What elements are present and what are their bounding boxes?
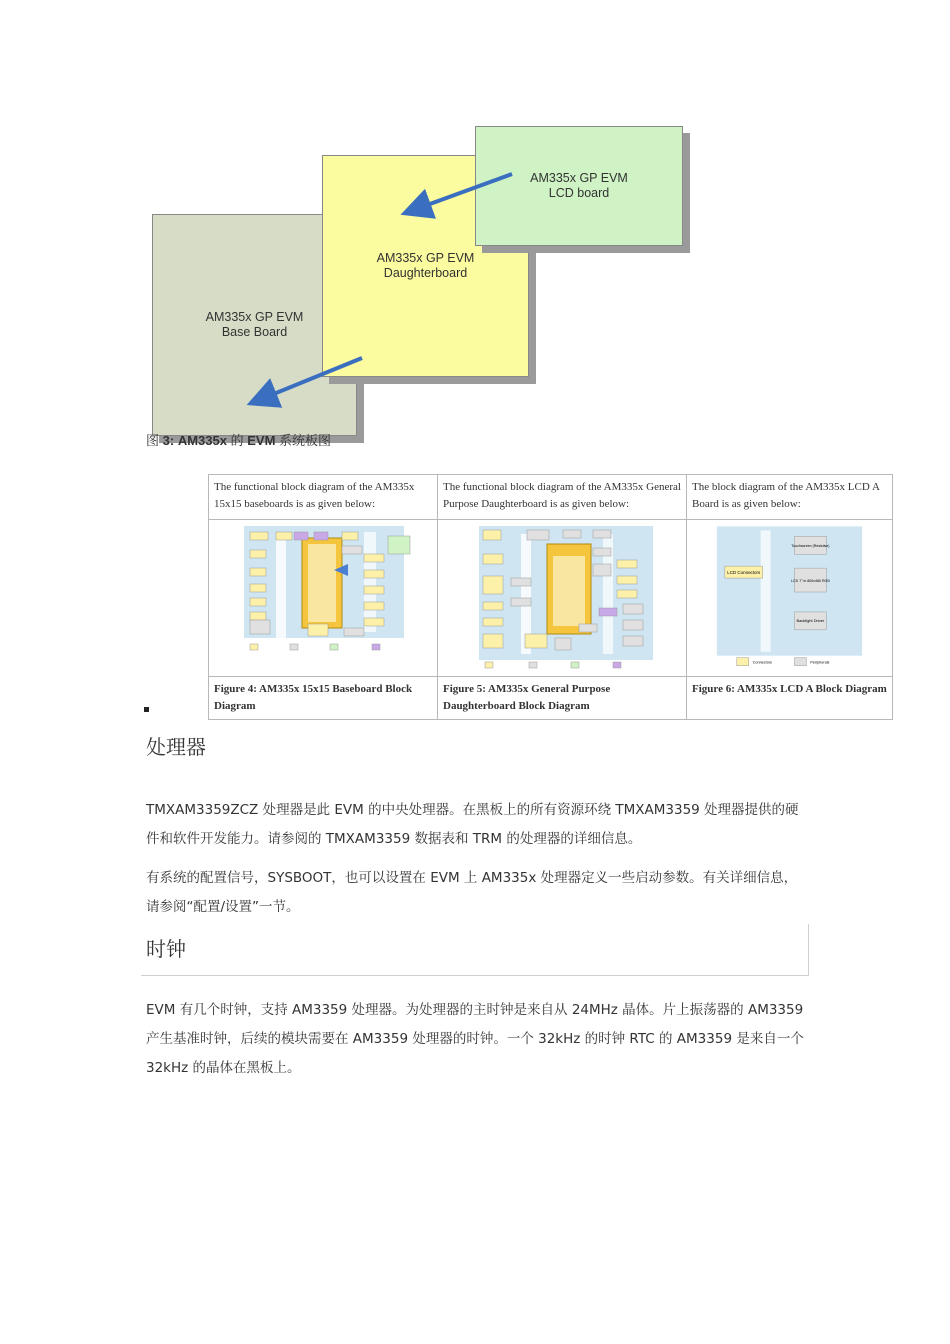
processor-paragraph-1: TMXAM3359ZCZ 处理器是此 EVM 的中央处理器。在黑板上的所有资源环绕 TMXAM3359 处理器提供的硬件和软件开发能力。请参阅的 TMXAM3359 数据表和 TRM 的处理器的详细信息。 (146, 802, 799, 847)
lcd-board-label: AM335x GP EVM LCD board (530, 171, 628, 200)
intro-daughterboard: The functional block diagram of the AM335x General Purpose Daughterboard is as given below: (438, 475, 687, 520)
bullet-marker (144, 707, 149, 712)
caption-figure-6: Figure 6: AM335x LCD A Block Diagram (687, 677, 893, 720)
caption-figure-5: Figure 5: AM335x General Purpose Daughterboard Block Diagram (438, 677, 687, 720)
lcd-board-block-diagram (691, 524, 888, 670)
baseboard-diagram-cell (209, 520, 438, 677)
lcd-connectors-label: LCD Connectors (727, 570, 761, 576)
touchscreen-label: Touchscreen (Resistive) (791, 544, 830, 549)
block-diagram-table (208, 474, 893, 720)
lcd-board-diagram-cell (687, 520, 893, 677)
processor-paragraph-2: 有系统的配置信号，SYSBOOT，也可以设置在 EVM 上 AM335x 处理器定义一些启动参数。有关详细信息，请参阅“配置/设置”一节。 (146, 870, 798, 915)
heading-clock: 时钟 (146, 937, 186, 961)
clock-paragraph-1: EVM 有几个时钟，支持 AM3359 处理器。为处理器的主时钟是来自从 24MHz 晶体。片上振荡器的 AM3359 产生基准时钟，后续的模块需要在 AM3359 处理器的时钟。一个 32kHz 的时钟 RTC 的 AM3359 是来自一个 32kHz 的晶体在黑板上。 (146, 1002, 804, 1076)
clock-heading-frame (141, 924, 809, 976)
legend-peripherals: Peripherals (810, 660, 830, 665)
daughterboard-label: AM335x GP EVM Daughterboard (376, 251, 475, 280)
intro-baseboard: The functional block diagram of the AM335x 15x15 baseboards is as given below: (209, 475, 438, 520)
baseboard-block-diagram (213, 524, 433, 670)
lcd-panel-label: LCD 7" in 800x480 RGB (791, 579, 830, 584)
daughterboard-diagram-cell (438, 520, 687, 677)
backlight-driver-label: Backlight Driver (796, 617, 825, 623)
heading-processor: 处理器 (146, 735, 206, 759)
figure-3-caption: 图 3: AM335x 的 EVM 系统板图 (146, 433, 332, 448)
caption-figure-4: Figure 4: AM335x 15x15 Baseboard Block Diagram (209, 677, 438, 720)
base-board-label: AM335x GP EVM Base Board (205, 310, 304, 339)
lcd-board-box (475, 126, 683, 246)
daughterboard-block-diagram (442, 524, 682, 670)
intro-lcd-board: The block diagram of the AM335x LCD A Board is as given below: (687, 475, 893, 520)
legend-connectors: Connectors (752, 660, 772, 665)
